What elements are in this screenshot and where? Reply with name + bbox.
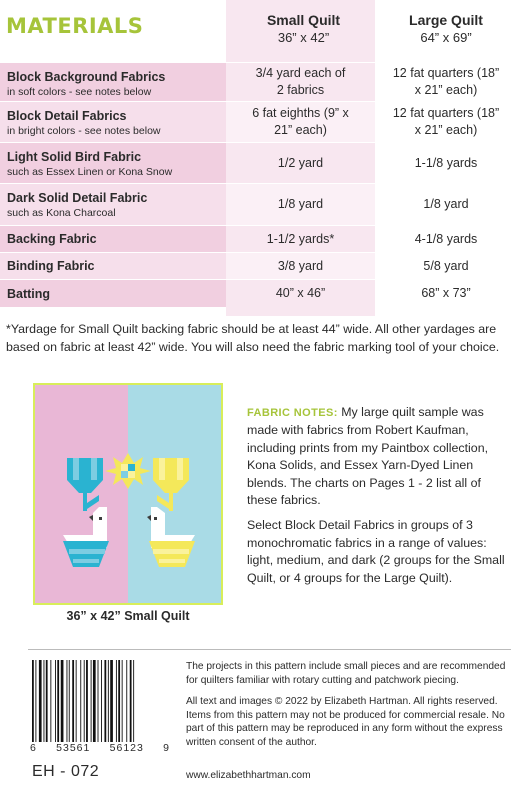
legal-text bbox=[186, 660, 512, 750]
website-link[interactable]: www.elizabethhartman.com bbox=[186, 770, 311, 781]
row-large-value: 12 fat quarters (18” x 21” each) bbox=[375, 63, 517, 101]
row-label bbox=[0, 280, 226, 307]
row-label bbox=[0, 143, 226, 183]
row-small-value: 1/2 yard bbox=[226, 143, 375, 183]
row-small-value: 3/4 yard each of 2 fabrics bbox=[226, 63, 375, 101]
large-quilt-size: 64” x 69” bbox=[420, 30, 472, 45]
large-quilt-column-header bbox=[375, 12, 517, 46]
barcode-digit-group: 53561 bbox=[56, 742, 91, 754]
copyright-notice: All text and images © 2022 by Elizabeth Hartman. All rights reserved. Items from this pattern may not be produced for commercial resale. No part of this pattern may be reproduced in any form without the express written consent of the author. bbox=[186, 696, 505, 748]
row-label bbox=[0, 102, 226, 142]
table-row bbox=[0, 183, 517, 225]
row-name: Backing Fabric bbox=[7, 232, 97, 246]
materials-table bbox=[0, 0, 517, 301]
fabric-notes bbox=[247, 404, 511, 587]
row-subtitle: in soft colors - see notes below bbox=[7, 86, 152, 98]
table-row bbox=[0, 142, 517, 183]
small-quilt-illustration bbox=[33, 383, 223, 605]
quilt-svg bbox=[33, 383, 223, 605]
row-name: Block Background Fabrics bbox=[7, 70, 166, 84]
row-subtitle: such as Essex Linen or Kona Snow bbox=[7, 166, 173, 178]
row-name: Light Solid Bird Fabric bbox=[7, 150, 142, 164]
pattern-sku: EH - 072 bbox=[32, 763, 100, 780]
row-name: Block Detail Fabrics bbox=[7, 109, 127, 123]
barcode-icon bbox=[30, 660, 170, 742]
row-name: Dark Solid Detail Fabric bbox=[7, 191, 148, 205]
row-label bbox=[0, 226, 226, 252]
small-quilt-name: Small Quilt bbox=[266, 12, 341, 28]
yardage-footnote: *Yardage for Small Quilt backing fabric should be at least 44” wide. All other yardages are based on fabric at least 42” wide. You will also need the fabric marking tool of your choice. bbox=[6, 322, 500, 354]
row-large-value: 1-1/8 yards bbox=[375, 143, 517, 183]
row-small-value: 1-1/2 yards* bbox=[226, 226, 375, 252]
materials-title: MATERIALS bbox=[6, 14, 144, 38]
row-large-value: 1/8 yard bbox=[375, 184, 517, 225]
table-row bbox=[0, 252, 517, 279]
row-subtitle: in bright colors - see notes below bbox=[7, 125, 161, 137]
fabric-notes-heading: FABRIC NOTES: bbox=[247, 407, 338, 419]
quilt-left-panel bbox=[35, 385, 128, 603]
table-row bbox=[0, 279, 517, 307]
row-label bbox=[0, 253, 226, 279]
row-name: Binding Fabric bbox=[7, 259, 95, 273]
materials-rows bbox=[0, 62, 517, 307]
barcode-digits bbox=[30, 742, 170, 754]
quilt-caption: 36” x 42” Small Quilt bbox=[66, 609, 190, 623]
row-small-value: 40” x 46” bbox=[226, 280, 375, 307]
row-label bbox=[0, 63, 226, 101]
row-small-value: 3/8 yard bbox=[226, 253, 375, 279]
row-subtitle: such as Kona Charcoal bbox=[7, 207, 116, 219]
row-large-value: 12 fat quarters (18” x 21” each) bbox=[375, 102, 517, 142]
skill-notice: The projects in this pattern include small pieces and are recommended for quilters familiar with rotary cutting and patchwork piecing. bbox=[186, 661, 506, 686]
small-quilt-column-header bbox=[232, 12, 375, 46]
section-divider bbox=[28, 649, 511, 650]
row-large-value: 68” x 73” bbox=[375, 280, 517, 307]
row-large-value: 5/8 yard bbox=[375, 253, 517, 279]
row-small-value: 6 fat eighths (9” x 21” each) bbox=[226, 102, 375, 142]
quilt-right-panel bbox=[128, 385, 221, 603]
row-name: Batting bbox=[7, 287, 51, 301]
fabric-notes-paragraph-2: Select Block Detail Fabrics in groups of 3 monochromatic fabrics in a range of values: light, medium, and dark (2 groups for the Small Quilt, or 4 groups for the Large Quilt). bbox=[247, 518, 505, 585]
table-row bbox=[0, 62, 517, 101]
barcode-digit-group: 6 bbox=[30, 742, 37, 754]
row-label bbox=[0, 184, 226, 225]
table-row bbox=[0, 101, 517, 142]
barcode-digit-group: 9 bbox=[163, 742, 170, 754]
barcode-digit-group: 56123 bbox=[109, 742, 144, 754]
row-large-value: 4-1/8 yards bbox=[375, 226, 517, 252]
large-quilt-name: Large Quilt bbox=[409, 12, 483, 28]
row-small-value: 1/8 yard bbox=[226, 184, 375, 225]
fabric-notes-text-1: My large quilt sample was made with fabrics from Robert Kaufman, including prints from my Paintbox collection, Kona Solids, and Essex Yarn-Dyed Linen blends. The charts on Pages 1 - 2 list all of these fabrics. bbox=[247, 405, 489, 508]
fabric-notes-paragraph-1 bbox=[247, 404, 511, 509]
materials-header bbox=[0, 0, 517, 62]
small-quilt-size: 36” x 42” bbox=[277, 30, 330, 45]
table-row bbox=[0, 225, 517, 252]
